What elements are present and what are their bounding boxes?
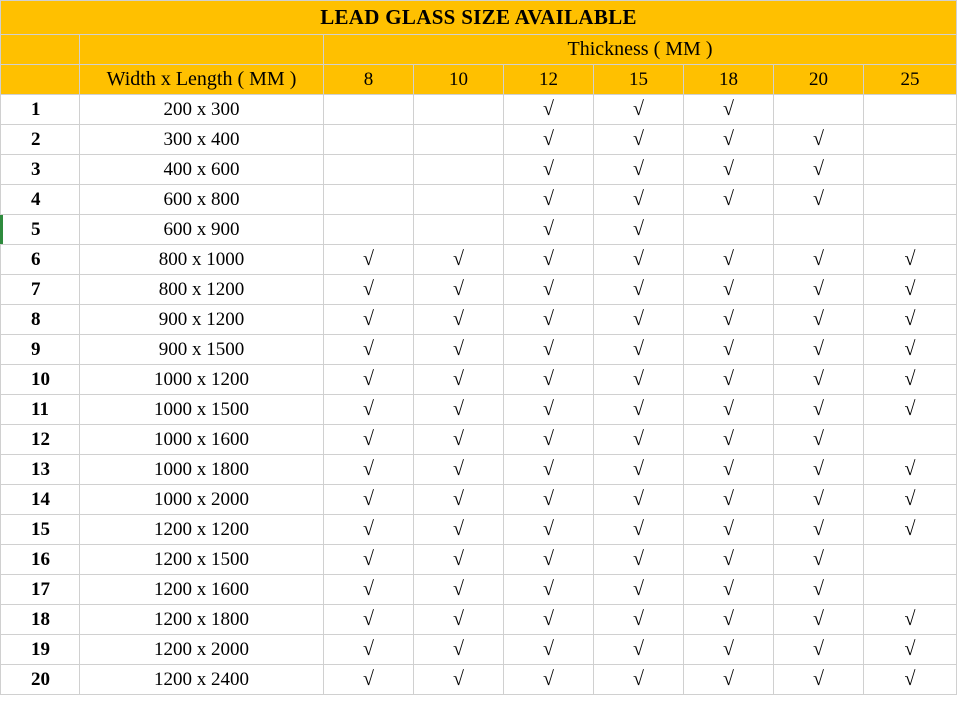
- check-mark-cell[interactable]: √: [774, 455, 864, 485]
- table-row: [1, 155, 957, 185]
- check-mark-cell[interactable]: √: [324, 605, 414, 635]
- size-cell[interactable]: 800 x 1200: [80, 275, 324, 305]
- check-mark-cell[interactable]: √: [504, 245, 594, 275]
- check-mark-cell[interactable]: √: [684, 575, 774, 605]
- row-number[interactable]: 6: [1, 245, 80, 275]
- empty-cell[interactable]: [864, 185, 957, 215]
- check-mark-cell[interactable]: √: [414, 245, 504, 275]
- check-mark-cell[interactable]: √: [774, 575, 864, 605]
- size-cell[interactable]: 300 x 400: [80, 125, 324, 155]
- size-cell[interactable]: 900 x 1200: [80, 305, 324, 335]
- row-number[interactable]: 1: [1, 95, 80, 125]
- size-cell[interactable]: 200 x 300: [80, 95, 324, 125]
- size-cell[interactable]: 1000 x 2000: [80, 485, 324, 515]
- empty-cell[interactable]: [684, 215, 774, 245]
- check-mark-cell[interactable]: √: [684, 335, 774, 365]
- row-number[interactable]: 18: [1, 605, 80, 635]
- size-cell[interactable]: 900 x 1500: [80, 335, 324, 365]
- check-mark-cell[interactable]: √: [864, 635, 957, 665]
- header-blank-cell[interactable]: [1, 35, 80, 65]
- check-mark-cell[interactable]: √: [504, 605, 594, 635]
- check-mark-cell[interactable]: √: [414, 485, 504, 515]
- check-mark-cell[interactable]: √: [504, 635, 594, 665]
- empty-cell[interactable]: [324, 155, 414, 185]
- thickness-header[interactable]: Thickness ( MM ): [324, 35, 957, 65]
- check-mark-cell[interactable]: √: [594, 455, 684, 485]
- table-row: [1, 335, 957, 365]
- check-mark-cell[interactable]: √: [594, 185, 684, 215]
- check-mark-cell[interactable]: √: [684, 665, 774, 695]
- check-mark-cell[interactable]: √: [864, 605, 957, 635]
- check-mark-cell[interactable]: √: [594, 215, 684, 245]
- empty-cell[interactable]: [864, 95, 957, 125]
- size-cell[interactable]: 400 x 600: [80, 155, 324, 185]
- check-mark-cell[interactable]: √: [414, 635, 504, 665]
- empty-cell[interactable]: [414, 155, 504, 185]
- thickness-col-20[interactable]: 20: [774, 65, 864, 95]
- row-number[interactable]: 14: [1, 485, 80, 515]
- check-mark-cell[interactable]: √: [594, 275, 684, 305]
- check-mark-cell[interactable]: √: [684, 365, 774, 395]
- check-mark-cell[interactable]: √: [774, 365, 864, 395]
- check-mark-cell[interactable]: √: [594, 485, 684, 515]
- size-cell[interactable]: 600 x 900: [80, 215, 324, 245]
- check-mark-cell[interactable]: √: [594, 635, 684, 665]
- header-blank-cell[interactable]: [80, 35, 324, 65]
- size-cell[interactable]: 800 x 1000: [80, 245, 324, 275]
- check-mark-cell[interactable]: √: [324, 455, 414, 485]
- check-mark-cell[interactable]: √: [684, 95, 774, 125]
- table-row: [1, 425, 957, 455]
- table-row: [1, 605, 957, 635]
- row-number[interactable]: 16: [1, 545, 80, 575]
- row-number[interactable]: 3: [1, 155, 80, 185]
- row-number[interactable]: 5: [1, 215, 80, 245]
- row-number[interactable]: 2: [1, 125, 80, 155]
- empty-cell[interactable]: [414, 95, 504, 125]
- check-mark-cell[interactable]: √: [504, 275, 594, 305]
- check-mark-cell[interactable]: √: [684, 455, 774, 485]
- check-mark-cell[interactable]: √: [594, 425, 684, 455]
- table-row: [1, 635, 957, 665]
- empty-cell[interactable]: [774, 215, 864, 245]
- empty-cell[interactable]: [324, 95, 414, 125]
- check-mark-cell[interactable]: √: [504, 425, 594, 455]
- check-mark-cell[interactable]: √: [504, 665, 594, 695]
- check-mark-cell[interactable]: √: [414, 335, 504, 365]
- check-mark-cell[interactable]: √: [324, 335, 414, 365]
- check-mark-cell[interactable]: √: [324, 425, 414, 455]
- size-cell[interactable]: 1000 x 1200: [80, 365, 324, 395]
- check-mark-cell[interactable]: √: [594, 95, 684, 125]
- check-mark-cell[interactable]: √: [864, 665, 957, 695]
- check-mark-cell[interactable]: √: [414, 365, 504, 395]
- check-mark-cell[interactable]: √: [684, 245, 774, 275]
- empty-cell[interactable]: [414, 125, 504, 155]
- check-mark-cell[interactable]: √: [414, 665, 504, 695]
- check-mark-cell[interactable]: √: [504, 305, 594, 335]
- check-mark-cell[interactable]: √: [324, 395, 414, 425]
- empty-cell[interactable]: [414, 215, 504, 245]
- check-mark-cell[interactable]: √: [594, 335, 684, 365]
- check-mark-cell[interactable]: √: [414, 275, 504, 305]
- check-mark-cell[interactable]: √: [684, 635, 774, 665]
- header-blank-cell[interactable]: [1, 65, 80, 95]
- row-number[interactable]: 7: [1, 275, 80, 305]
- empty-cell[interactable]: [324, 125, 414, 155]
- check-mark-cell[interactable]: √: [774, 155, 864, 185]
- size-cell[interactable]: 1200 x 2400: [80, 665, 324, 695]
- check-mark-cell[interactable]: √: [774, 305, 864, 335]
- row-number[interactable]: 13: [1, 455, 80, 485]
- check-mark-cell[interactable]: √: [864, 455, 957, 485]
- check-mark-cell[interactable]: √: [594, 665, 684, 695]
- check-mark-cell[interactable]: √: [324, 485, 414, 515]
- check-mark-cell[interactable]: √: [684, 305, 774, 335]
- check-mark-cell[interactable]: √: [774, 665, 864, 695]
- check-mark-cell[interactable]: √: [324, 635, 414, 665]
- check-mark-cell[interactable]: √: [504, 545, 594, 575]
- row-number[interactable]: 17: [1, 575, 80, 605]
- table-row: [1, 545, 957, 575]
- empty-cell[interactable]: [414, 185, 504, 215]
- check-mark-cell[interactable]: √: [414, 455, 504, 485]
- check-mark-cell[interactable]: √: [414, 515, 504, 545]
- size-cell[interactable]: 1000 x 1500: [80, 395, 324, 425]
- check-mark-cell[interactable]: √: [504, 185, 594, 215]
- check-mark-cell[interactable]: √: [504, 395, 594, 425]
- table-row: [1, 665, 957, 695]
- check-mark-cell[interactable]: √: [864, 515, 957, 545]
- row-number[interactable]: 9: [1, 335, 80, 365]
- row-number[interactable]: 20: [1, 665, 80, 695]
- table-title[interactable]: LEAD GLASS SIZE AVAILABLE: [1, 1, 957, 35]
- check-mark-cell[interactable]: √: [684, 155, 774, 185]
- check-mark-cell[interactable]: √: [684, 485, 774, 515]
- thickness-col-15[interactable]: 15: [594, 65, 684, 95]
- check-mark-cell[interactable]: √: [774, 545, 864, 575]
- size-cell[interactable]: 1000 x 1600: [80, 425, 324, 455]
- check-mark-cell[interactable]: √: [594, 545, 684, 575]
- check-mark-cell[interactable]: √: [594, 515, 684, 545]
- check-mark-cell[interactable]: √: [594, 305, 684, 335]
- check-mark-cell[interactable]: √: [504, 575, 594, 605]
- check-mark-cell[interactable]: √: [774, 425, 864, 455]
- thickness-col-25[interactable]: 25: [864, 65, 957, 95]
- row-number[interactable]: 12: [1, 425, 80, 455]
- check-mark-cell[interactable]: √: [594, 125, 684, 155]
- table-row: [1, 215, 957, 245]
- check-mark-cell[interactable]: √: [504, 485, 594, 515]
- check-mark-cell[interactable]: √: [324, 545, 414, 575]
- check-mark-cell[interactable]: √: [324, 275, 414, 305]
- check-mark-cell[interactable]: √: [594, 365, 684, 395]
- thickness-col-12[interactable]: 12: [504, 65, 594, 95]
- check-mark-cell[interactable]: √: [504, 365, 594, 395]
- check-mark-cell[interactable]: √: [414, 605, 504, 635]
- empty-cell[interactable]: [774, 95, 864, 125]
- size-cell[interactable]: 1200 x 1500: [80, 545, 324, 575]
- size-cell[interactable]: 1200 x 1200: [80, 515, 324, 545]
- check-mark-cell[interactable]: √: [774, 515, 864, 545]
- check-mark-cell[interactable]: √: [414, 575, 504, 605]
- empty-cell[interactable]: [864, 215, 957, 245]
- row-selection-marker: [0, 215, 3, 244]
- empty-cell[interactable]: [864, 155, 957, 185]
- check-mark-cell[interactable]: √: [504, 95, 594, 125]
- check-mark-cell[interactable]: √: [684, 185, 774, 215]
- check-mark-cell[interactable]: √: [414, 545, 504, 575]
- check-mark-cell[interactable]: √: [324, 665, 414, 695]
- check-mark-cell[interactable]: √: [414, 305, 504, 335]
- table-row: [1, 395, 957, 425]
- size-header[interactable]: Width x Length ( MM ): [80, 65, 324, 95]
- check-mark-cell[interactable]: √: [864, 365, 957, 395]
- check-mark-cell[interactable]: √: [684, 425, 774, 455]
- thickness-col-10[interactable]: 10: [414, 65, 504, 95]
- check-mark-cell[interactable]: √: [324, 245, 414, 275]
- check-mark-cell[interactable]: √: [774, 485, 864, 515]
- check-mark-cell[interactable]: √: [504, 215, 594, 245]
- check-mark-cell[interactable]: √: [774, 245, 864, 275]
- row-number[interactable]: 15: [1, 515, 80, 545]
- thickness-col-8[interactable]: 8: [324, 65, 414, 95]
- check-mark-cell[interactable]: √: [774, 275, 864, 305]
- table-row: [1, 305, 957, 335]
- empty-cell[interactable]: [864, 125, 957, 155]
- row-number[interactable]: 11: [1, 395, 80, 425]
- check-mark-cell[interactable]: √: [324, 575, 414, 605]
- empty-cell[interactable]: [324, 185, 414, 215]
- table-row: [1, 185, 957, 215]
- check-mark-cell[interactable]: √: [864, 245, 957, 275]
- check-mark-cell[interactable]: √: [594, 395, 684, 425]
- check-mark-cell[interactable]: √: [594, 155, 684, 185]
- table-row: [1, 455, 957, 485]
- check-mark-cell[interactable]: √: [594, 575, 684, 605]
- check-mark-cell[interactable]: √: [774, 125, 864, 155]
- row-number[interactable]: 10: [1, 365, 80, 395]
- empty-cell[interactable]: [864, 575, 957, 605]
- check-mark-cell[interactable]: √: [594, 605, 684, 635]
- row-number[interactable]: 4: [1, 185, 80, 215]
- table-row: [1, 275, 957, 305]
- empty-cell[interactable]: [324, 215, 414, 245]
- size-cell[interactable]: 600 x 800: [80, 185, 324, 215]
- check-mark-cell[interactable]: √: [504, 515, 594, 545]
- check-mark-cell[interactable]: √: [864, 485, 957, 515]
- check-mark-cell[interactable]: √: [864, 305, 957, 335]
- check-mark-cell[interactable]: √: [414, 425, 504, 455]
- check-mark-cell[interactable]: √: [504, 155, 594, 185]
- row-number[interactable]: 8: [1, 305, 80, 335]
- size-cell[interactable]: 1200 x 2000: [80, 635, 324, 665]
- check-mark-cell[interactable]: √: [324, 305, 414, 335]
- check-mark-cell[interactable]: √: [774, 605, 864, 635]
- table-row: [1, 125, 957, 155]
- check-mark-cell[interactable]: √: [774, 335, 864, 365]
- size-cell[interactable]: 1200 x 1600: [80, 575, 324, 605]
- check-mark-cell[interactable]: √: [594, 245, 684, 275]
- table-row: [1, 95, 957, 125]
- empty-cell[interactable]: [864, 425, 957, 455]
- check-mark-cell[interactable]: √: [504, 335, 594, 365]
- table-row: [1, 515, 957, 545]
- check-mark-cell[interactable]: √: [684, 515, 774, 545]
- check-mark-cell[interactable]: √: [324, 515, 414, 545]
- check-mark-cell[interactable]: √: [864, 335, 957, 365]
- check-mark-cell[interactable]: √: [864, 275, 957, 305]
- size-cell[interactable]: 1000 x 1800: [80, 455, 324, 485]
- check-mark-cell[interactable]: √: [684, 545, 774, 575]
- check-mark-cell[interactable]: √: [774, 185, 864, 215]
- table-row: [1, 245, 957, 275]
- thickness-col-18[interactable]: 18: [684, 65, 774, 95]
- check-mark-cell[interactable]: √: [684, 395, 774, 425]
- table-row: [1, 485, 957, 515]
- check-mark-cell[interactable]: √: [684, 275, 774, 305]
- table-row: [1, 365, 957, 395]
- check-mark-cell[interactable]: √: [684, 125, 774, 155]
- table-row: [1, 575, 957, 605]
- empty-cell[interactable]: [864, 545, 957, 575]
- check-mark-cell[interactable]: √: [774, 395, 864, 425]
- row-number[interactable]: 19: [1, 635, 80, 665]
- size-cell[interactable]: 1200 x 1800: [80, 605, 324, 635]
- check-mark-cell[interactable]: √: [324, 365, 414, 395]
- check-mark-cell[interactable]: √: [684, 605, 774, 635]
- check-mark-cell[interactable]: √: [504, 125, 594, 155]
- check-mark-cell[interactable]: √: [414, 395, 504, 425]
- check-mark-cell[interactable]: √: [774, 635, 864, 665]
- check-mark-cell[interactable]: √: [864, 395, 957, 425]
- check-mark-cell[interactable]: √: [504, 455, 594, 485]
